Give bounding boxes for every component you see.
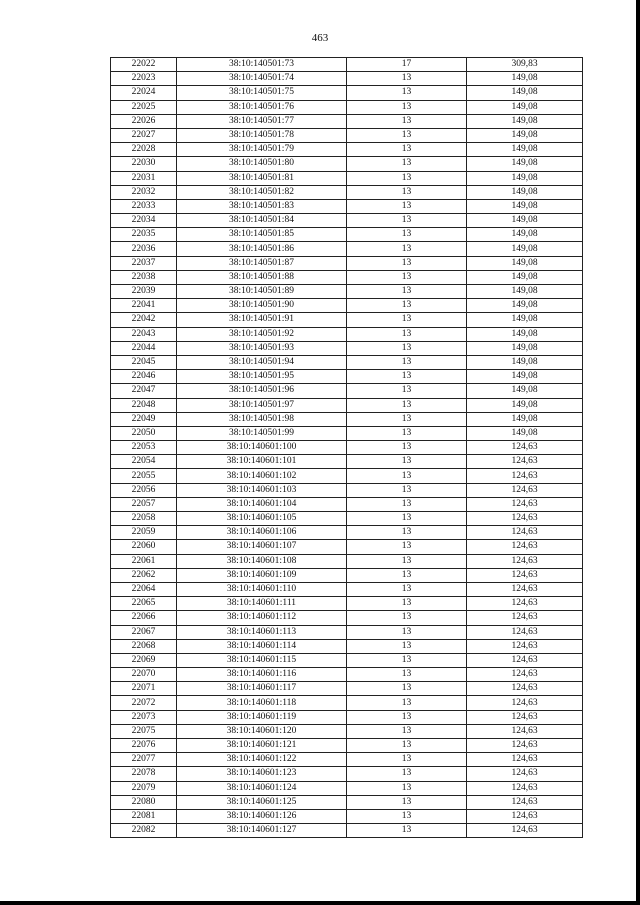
row-number-cell: 22048 [111, 398, 177, 412]
table-row [111, 597, 583, 611]
table-row [111, 441, 583, 455]
value-cell: 124,63 [467, 497, 583, 511]
table-row [111, 185, 583, 199]
row-number-cell: 22082 [111, 824, 177, 838]
cadastral-number-cell: 38:10:140601:127 [177, 824, 347, 838]
table-row [111, 100, 583, 114]
value-cell: 149,08 [467, 270, 583, 284]
count-cell: 13 [347, 653, 467, 667]
row-number-cell: 22043 [111, 327, 177, 341]
value-cell: 124,63 [467, 455, 583, 469]
table-row [111, 214, 583, 228]
cadastral-number-cell: 38:10:140601:126 [177, 809, 347, 823]
cadastral-number-cell: 38:10:140501:97 [177, 398, 347, 412]
count-cell: 13 [347, 469, 467, 483]
row-number-cell: 22057 [111, 497, 177, 511]
count-cell: 13 [347, 512, 467, 526]
count-cell: 13 [347, 384, 467, 398]
cadastral-number-cell: 38:10:140501:86 [177, 242, 347, 256]
row-number-cell: 22066 [111, 611, 177, 625]
cadastral-number-cell: 38:10:140501:87 [177, 256, 347, 270]
table-row [111, 824, 583, 838]
row-number-cell: 22045 [111, 355, 177, 369]
table-row [111, 355, 583, 369]
count-cell: 13 [347, 185, 467, 199]
value-cell: 149,08 [467, 341, 583, 355]
count-cell: 13 [347, 100, 467, 114]
table-row [111, 781, 583, 795]
value-cell: 124,63 [467, 625, 583, 639]
row-number-cell: 22059 [111, 526, 177, 540]
value-cell: 124,63 [467, 611, 583, 625]
cadastral-number-cell: 38:10:140501:96 [177, 384, 347, 398]
count-cell: 13 [347, 143, 467, 157]
cadastral-number-cell: 38:10:140501:83 [177, 199, 347, 213]
cadastral-number-cell: 38:10:140501:85 [177, 228, 347, 242]
cadastral-number-cell: 38:10:140501:78 [177, 128, 347, 142]
value-cell: 149,08 [467, 412, 583, 426]
table-row [111, 795, 583, 809]
row-number-cell: 22079 [111, 781, 177, 795]
value-cell: 124,63 [467, 724, 583, 738]
table-row [111, 313, 583, 327]
row-number-cell: 22070 [111, 668, 177, 682]
table-row [111, 114, 583, 128]
count-cell: 13 [347, 568, 467, 582]
count-cell: 13 [347, 767, 467, 781]
value-cell: 149,08 [467, 185, 583, 199]
table-row [111, 199, 583, 213]
row-number-cell: 22061 [111, 554, 177, 568]
cadastral-number-cell: 38:10:140501:92 [177, 327, 347, 341]
count-cell: 13 [347, 327, 467, 341]
table-row [111, 242, 583, 256]
value-cell: 124,63 [467, 682, 583, 696]
value-cell: 124,63 [467, 753, 583, 767]
table-row [111, 299, 583, 313]
value-cell: 149,08 [467, 285, 583, 299]
value-cell: 124,63 [467, 597, 583, 611]
row-number-cell: 22026 [111, 114, 177, 128]
count-cell: 13 [347, 285, 467, 299]
table-row [111, 625, 583, 639]
count-cell: 13 [347, 341, 467, 355]
table-row [111, 398, 583, 412]
row-number-cell: 22075 [111, 724, 177, 738]
count-cell: 13 [347, 412, 467, 426]
table-row [111, 455, 583, 469]
row-number-cell: 22058 [111, 512, 177, 526]
table-row [111, 285, 583, 299]
value-cell: 149,08 [467, 72, 583, 86]
count-cell: 17 [347, 58, 467, 72]
count-cell: 13 [347, 114, 467, 128]
table-row [111, 753, 583, 767]
row-number-cell: 22053 [111, 441, 177, 455]
cadastral-number-cell: 38:10:140601:106 [177, 526, 347, 540]
cadastral-number-cell: 38:10:140501:99 [177, 426, 347, 440]
cadastral-number-cell: 38:10:140601:125 [177, 795, 347, 809]
table-row [111, 143, 583, 157]
cadastral-number-cell: 38:10:140501:79 [177, 143, 347, 157]
table-row [111, 710, 583, 724]
table-row [111, 540, 583, 554]
table-row [111, 86, 583, 100]
table-row [111, 767, 583, 781]
count-cell: 13 [347, 398, 467, 412]
table-row [111, 512, 583, 526]
cadastral-number-cell: 38:10:140601:124 [177, 781, 347, 795]
cadastral-number-cell: 38:10:140601:118 [177, 696, 347, 710]
row-number-cell: 22033 [111, 199, 177, 213]
value-cell: 124,63 [467, 582, 583, 596]
table-row [111, 668, 583, 682]
count-cell: 13 [347, 157, 467, 171]
count-cell: 13 [347, 668, 467, 682]
table-row [111, 724, 583, 738]
table-row [111, 327, 583, 341]
value-cell: 124,63 [467, 554, 583, 568]
row-number-cell: 22039 [111, 285, 177, 299]
row-number-cell: 22047 [111, 384, 177, 398]
count-cell: 13 [347, 497, 467, 511]
cadastral-number-cell: 38:10:140501:73 [177, 58, 347, 72]
table-row [111, 526, 583, 540]
table-row [111, 72, 583, 86]
value-cell: 124,63 [467, 781, 583, 795]
cadastral-number-cell: 38:10:140601:123 [177, 767, 347, 781]
row-number-cell: 22037 [111, 256, 177, 270]
count-cell: 13 [347, 370, 467, 384]
row-number-cell: 22081 [111, 809, 177, 823]
row-number-cell: 22022 [111, 58, 177, 72]
row-number-cell: 22028 [111, 143, 177, 157]
value-cell: 149,08 [467, 199, 583, 213]
cadastral-number-cell: 38:10:140501:80 [177, 157, 347, 171]
cadastral-number-cell: 38:10:140501:93 [177, 341, 347, 355]
value-cell: 149,08 [467, 398, 583, 412]
cadastral-number-cell: 38:10:140501:95 [177, 370, 347, 384]
table-row [111, 370, 583, 384]
cadastral-number-cell: 38:10:140601:117 [177, 682, 347, 696]
row-number-cell: 22046 [111, 370, 177, 384]
cadastral-number-cell: 38:10:140501:94 [177, 355, 347, 369]
value-cell: 149,08 [467, 171, 583, 185]
row-number-cell: 22034 [111, 214, 177, 228]
count-cell: 13 [347, 256, 467, 270]
cadastral-number-cell: 38:10:140501:88 [177, 270, 347, 284]
value-cell: 149,08 [467, 299, 583, 313]
count-cell: 13 [347, 625, 467, 639]
value-cell: 149,08 [467, 128, 583, 142]
value-cell: 124,63 [467, 653, 583, 667]
table-row [111, 341, 583, 355]
cadastral-number-cell: 38:10:140601:100 [177, 441, 347, 455]
value-cell: 124,63 [467, 483, 583, 497]
row-number-cell: 22054 [111, 455, 177, 469]
count-cell: 13 [347, 171, 467, 185]
value-cell: 124,63 [467, 696, 583, 710]
value-cell: 149,08 [467, 370, 583, 384]
table-row [111, 639, 583, 653]
value-cell: 149,08 [467, 242, 583, 256]
row-number-cell: 22065 [111, 597, 177, 611]
count-cell: 13 [347, 72, 467, 86]
cadastral-number-cell: 38:10:140601:121 [177, 739, 347, 753]
count-cell: 13 [347, 739, 467, 753]
cadastral-number-cell: 38:10:140501:81 [177, 171, 347, 185]
cadastral-number-cell: 38:10:140601:103 [177, 483, 347, 497]
scan-edge-right [636, 0, 640, 905]
page-number: 463 [311, 32, 329, 44]
cadastral-number-cell: 38:10:140601:104 [177, 497, 347, 511]
row-number-cell: 22076 [111, 739, 177, 753]
count-cell: 13 [347, 753, 467, 767]
cadastral-number-cell: 38:10:140501:89 [177, 285, 347, 299]
value-cell: 149,08 [467, 157, 583, 171]
count-cell: 13 [347, 724, 467, 738]
value-cell: 149,08 [467, 256, 583, 270]
table-row [111, 739, 583, 753]
table-row [111, 157, 583, 171]
row-number-cell: 22024 [111, 86, 177, 100]
row-number-cell: 22069 [111, 653, 177, 667]
count-cell: 13 [347, 242, 467, 256]
cadastral-number-cell: 38:10:140501:98 [177, 412, 347, 426]
value-cell: 124,63 [467, 512, 583, 526]
row-number-cell: 22078 [111, 767, 177, 781]
value-cell: 124,63 [467, 441, 583, 455]
value-cell: 149,08 [467, 214, 583, 228]
table-row [111, 696, 583, 710]
value-cell: 149,08 [467, 327, 583, 341]
cadastral-number-cell: 38:10:140501:76 [177, 100, 347, 114]
count-cell: 13 [347, 781, 467, 795]
count-cell: 13 [347, 270, 467, 284]
cadastral-number-cell: 38:10:140601:108 [177, 554, 347, 568]
table-row [111, 426, 583, 440]
row-number-cell: 22032 [111, 185, 177, 199]
count-cell: 13 [347, 809, 467, 823]
row-number-cell: 22041 [111, 299, 177, 313]
cadastral-number-cell: 38:10:140601:112 [177, 611, 347, 625]
count-cell: 13 [347, 86, 467, 100]
value-cell: 149,08 [467, 86, 583, 100]
table-row [111, 270, 583, 284]
scan-edge-bottom [0, 901, 640, 905]
table-row [111, 582, 583, 596]
count-cell: 13 [347, 228, 467, 242]
row-number-cell: 22072 [111, 696, 177, 710]
row-number-cell: 22027 [111, 128, 177, 142]
value-cell: 149,08 [467, 355, 583, 369]
cadastral-number-cell: 38:10:140501:90 [177, 299, 347, 313]
count-cell: 13 [347, 639, 467, 653]
count-cell: 13 [347, 824, 467, 838]
value-cell: 149,08 [467, 228, 583, 242]
cadastral-number-cell: 38:10:140601:113 [177, 625, 347, 639]
cadastral-number-cell: 38:10:140601:109 [177, 568, 347, 582]
value-cell: 149,08 [467, 313, 583, 327]
count-cell: 13 [347, 611, 467, 625]
cadastral-number-cell: 38:10:140501:75 [177, 86, 347, 100]
count-cell: 13 [347, 313, 467, 327]
table-row [111, 228, 583, 242]
cadastral-number-cell: 38:10:140601:102 [177, 469, 347, 483]
row-number-cell: 22071 [111, 682, 177, 696]
value-cell: 149,08 [467, 384, 583, 398]
cadastral-number-cell: 38:10:140601:119 [177, 710, 347, 724]
count-cell: 13 [347, 682, 467, 696]
table-row [111, 554, 583, 568]
cadastral-number-cell: 38:10:140601:116 [177, 668, 347, 682]
cadastral-number-cell: 38:10:140601:114 [177, 639, 347, 653]
count-cell: 13 [347, 199, 467, 213]
value-cell: 124,63 [467, 540, 583, 554]
value-cell: 124,63 [467, 809, 583, 823]
cadastral-number-cell: 38:10:140501:82 [177, 185, 347, 199]
row-number-cell: 22064 [111, 582, 177, 596]
table-row [111, 412, 583, 426]
table-row [111, 682, 583, 696]
count-cell: 13 [347, 455, 467, 469]
value-cell: 149,08 [467, 143, 583, 157]
table-row [111, 611, 583, 625]
table-row [111, 469, 583, 483]
row-number-cell: 22038 [111, 270, 177, 284]
count-cell: 13 [347, 441, 467, 455]
value-cell: 149,08 [467, 100, 583, 114]
table-row [111, 171, 583, 185]
row-number-cell: 22060 [111, 540, 177, 554]
row-number-cell: 22031 [111, 171, 177, 185]
table-row [111, 568, 583, 582]
value-cell: 309,83 [467, 58, 583, 72]
cadastral-number-cell: 38:10:140501:84 [177, 214, 347, 228]
cadastral-number-cell: 38:10:140601:107 [177, 540, 347, 554]
count-cell: 13 [347, 526, 467, 540]
count-cell: 13 [347, 554, 467, 568]
table-row [111, 483, 583, 497]
row-number-cell: 22067 [111, 625, 177, 639]
value-cell: 124,63 [467, 795, 583, 809]
cadastral-number-cell: 38:10:140601:120 [177, 724, 347, 738]
row-number-cell: 22077 [111, 753, 177, 767]
value-cell: 124,63 [467, 639, 583, 653]
count-cell: 13 [347, 128, 467, 142]
row-number-cell: 22025 [111, 100, 177, 114]
table-body [111, 58, 583, 838]
count-cell: 13 [347, 795, 467, 809]
value-cell: 124,63 [467, 526, 583, 540]
cadastral-number-cell: 38:10:140601:105 [177, 512, 347, 526]
count-cell: 13 [347, 483, 467, 497]
count-cell: 13 [347, 540, 467, 554]
count-cell: 13 [347, 582, 467, 596]
row-number-cell: 22023 [111, 72, 177, 86]
row-number-cell: 22035 [111, 228, 177, 242]
value-cell: 124,63 [467, 739, 583, 753]
table-row [111, 653, 583, 667]
row-number-cell: 22080 [111, 795, 177, 809]
value-cell: 149,08 [467, 426, 583, 440]
table-row [111, 256, 583, 270]
row-number-cell: 22030 [111, 157, 177, 171]
cadastral-number-cell: 38:10:140601:122 [177, 753, 347, 767]
value-cell: 149,08 [467, 114, 583, 128]
cadastral-number-cell: 38:10:140601:101 [177, 455, 347, 469]
table-row [111, 497, 583, 511]
row-number-cell: 22055 [111, 469, 177, 483]
cadastral-number-cell: 38:10:140501:91 [177, 313, 347, 327]
row-number-cell: 22073 [111, 710, 177, 724]
row-number-cell: 22056 [111, 483, 177, 497]
row-number-cell: 22062 [111, 568, 177, 582]
value-cell: 124,63 [467, 568, 583, 582]
cadastral-number-cell: 38:10:140501:74 [177, 72, 347, 86]
row-number-cell: 22036 [111, 242, 177, 256]
value-cell: 124,63 [467, 824, 583, 838]
value-cell: 124,63 [467, 469, 583, 483]
value-cell: 124,63 [467, 668, 583, 682]
table-row [111, 58, 583, 72]
count-cell: 13 [347, 426, 467, 440]
row-number-cell: 22044 [111, 341, 177, 355]
count-cell: 13 [347, 710, 467, 724]
row-number-cell: 22050 [111, 426, 177, 440]
table-row [111, 128, 583, 142]
cadastral-number-cell: 38:10:140601:110 [177, 582, 347, 596]
row-number-cell: 22042 [111, 313, 177, 327]
count-cell: 13 [347, 355, 467, 369]
cadastral-number-cell: 38:10:140601:111 [177, 597, 347, 611]
table-row [111, 384, 583, 398]
cadastral-number-cell: 38:10:140501:77 [177, 114, 347, 128]
row-number-cell: 22068 [111, 639, 177, 653]
count-cell: 13 [347, 696, 467, 710]
table-row [111, 809, 583, 823]
count-cell: 13 [347, 597, 467, 611]
count-cell: 13 [347, 299, 467, 313]
cadastral-table [110, 57, 583, 838]
value-cell: 124,63 [467, 710, 583, 724]
count-cell: 13 [347, 214, 467, 228]
row-number-cell: 22049 [111, 412, 177, 426]
value-cell: 124,63 [467, 767, 583, 781]
cadastral-number-cell: 38:10:140601:115 [177, 653, 347, 667]
